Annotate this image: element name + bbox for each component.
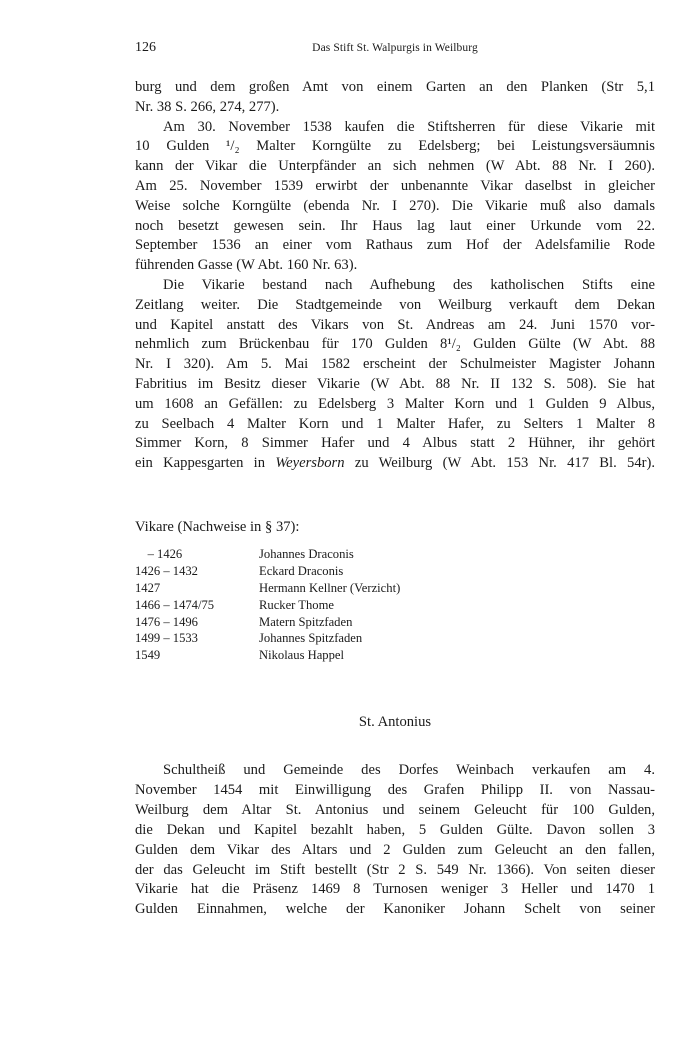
vikar-entry <box>135 614 535 631</box>
vikar-entry <box>135 580 535 597</box>
vikar-name: Johannes Draconis <box>259 547 354 561</box>
vikare-list <box>135 546 535 664</box>
text-line: Am 30. November 1538 kaufen die Stiftsherren für diese Vikarie mit <box>163 118 655 135</box>
text-line: 10 Gulden ¹/₂ Malter Korngülte zu Edelsberg; bei Leistungsversäumnis <box>135 138 655 155</box>
paragraph-3 <box>135 276 655 474</box>
vikar-dates: 1549 <box>135 648 161 663</box>
section-title: St. Antonius <box>358 714 432 730</box>
vikar-dates: 1466 – 1474/75 <box>135 597 215 612</box>
text-segment: ein Kappesgarten in <box>135 455 276 472</box>
text-line: Am 25. November 1539 erwirbt der unbenannte Vikar daselbst in gleicher <box>135 177 655 194</box>
text-line: die Dekan und Kapitel bezahlt haben, 5 Gulden Gülte. Davon sollen 3 <box>135 821 655 838</box>
text-line: Simmer Korn, 8 Simmer Hafer und 4 Albus statt 2 Hühner, ihr gehört <box>135 435 655 452</box>
vikar-entry <box>135 597 535 614</box>
vikar-dates: 1476 – 1496 <box>135 614 198 629</box>
text-line-final <box>135 454 655 474</box>
text-line: Nr. 38 S. 266, 274, 277). <box>135 98 280 115</box>
text-line: Fabritius im Besitz dieser Vikarie (W Abt. 88 Nr. II 132 S. 508). Sie hat <box>135 375 655 392</box>
text-line: um 1608 an Gefällen: zu Edelsberg 3 Malter Korn und 1 Gulden 9 Albus, <box>135 395 655 412</box>
running-head <box>135 40 655 60</box>
vikar-name: Matern Spitzfaden <box>259 614 353 629</box>
vikar-dates: 1426 – 1432 <box>135 563 198 578</box>
vikar-name: Johannes Spitzfaden <box>259 631 363 646</box>
text-line: Schultheiß und Gemeinde des Dorfes Weinbach verkaufen am 4. <box>163 762 655 778</box>
text-line: führenden Gasse (W Abt. 160 Nr. 63). <box>135 257 358 274</box>
text-line: zu Seelbach 4 Malter Korn und 1 Malter Hafer, zu Selters 1 Malter 8 <box>135 415 655 432</box>
running-title: Das Stift St. Walpurgis in Weilburg <box>312 42 478 54</box>
text-line: November 1454 mit Einwilligung des Grafen Philipp II. von Nassau- <box>135 781 655 798</box>
text-line: Vikarie hat die Präsenz 1469 8 Turnosen weniger 3 Heller und 1470 1 <box>135 881 655 898</box>
text-line: burg und dem großen Amt von einem Garten an den Planken (Str 5,1 <box>135 79 655 95</box>
vikar-name: Nikolaus Happel <box>259 648 344 663</box>
vikare-heading: Vikare (Nachweise in § 37): <box>135 519 300 535</box>
place-name-italic: Weyersborn <box>275 455 345 472</box>
vikar-entry <box>135 647 535 664</box>
text-line: Weilburg dem Altar St. Antonius und seinem Geleucht für 100 Gulden, <box>135 801 655 818</box>
text-line: Zeitlang weiter. Die Stadtgemeinde von Weilburg verkauft dem Dekan <box>135 296 655 313</box>
text-line: Nr. I 320). Am 5. Mai 1582 erscheint der Schulmeister Magister Johann <box>135 356 655 373</box>
text-line: Die Vikarie bestand nach Aufhebung des katholischen Stifts eine <box>163 276 655 293</box>
vikar-dates: – 1426 <box>135 547 183 561</box>
vikar-entry <box>135 546 535 563</box>
text-line: der das Geleucht im Stift bestellt (Str 2 S. 549 Nr. 1366). Von seiten dieser <box>135 861 655 878</box>
vikar-entry <box>135 563 535 580</box>
vikar-name: Eckard Draconis <box>259 563 344 578</box>
text-line: noch besetzt gewesen sein. Ihr Haus lag laut einer Urkunde vom 22. <box>135 217 655 234</box>
text-line: Gulden Einnahmen, welche der Kanoniker Johann Schelt von seiner <box>135 901 655 918</box>
text-line: Weise solche Korngülte (ebenda Nr. I 270). Die Vikarie muß also damals <box>135 197 655 214</box>
text-line: Gulden dem Vikar des Altars und 2 Gulden zum Geleucht an den fallen, <box>135 841 655 858</box>
paragraph-2 <box>135 118 655 276</box>
paragraph-1 <box>135 78 655 118</box>
vikar-dates: 1499 – 1533 <box>135 631 198 646</box>
vikar-name: Hermann Kellner (Verzicht) <box>259 580 401 595</box>
vikar-name: Rucker Thome <box>259 597 334 612</box>
vikar-entry <box>135 630 535 647</box>
page-number: 126 <box>135 40 156 55</box>
text-line: kann der Vikar die Unterpfänder an sich nehmen (W Abt. 88 Nr. I 260). <box>135 158 655 175</box>
text-segment: zu Weilburg (W Abt. 153 Nr. 417 Bl. 54r). <box>344 455 655 472</box>
vikar-dates: 1427 <box>135 580 161 595</box>
text-line: und Kapitel anstatt des Vikars von St. Andreas am 24. Juni 1570 vor- <box>135 316 655 333</box>
text-line: September 1536 an einer vom Rathaus zum Hof der Adelsfamilie Rode <box>135 237 655 254</box>
section-paragraph <box>135 761 655 920</box>
text-line: nehmlich zum Brückenbau für 170 Gulden 8¹/₂ Gulden Gülte (W Abt. 88 <box>135 336 655 353</box>
main-text <box>135 78 655 474</box>
